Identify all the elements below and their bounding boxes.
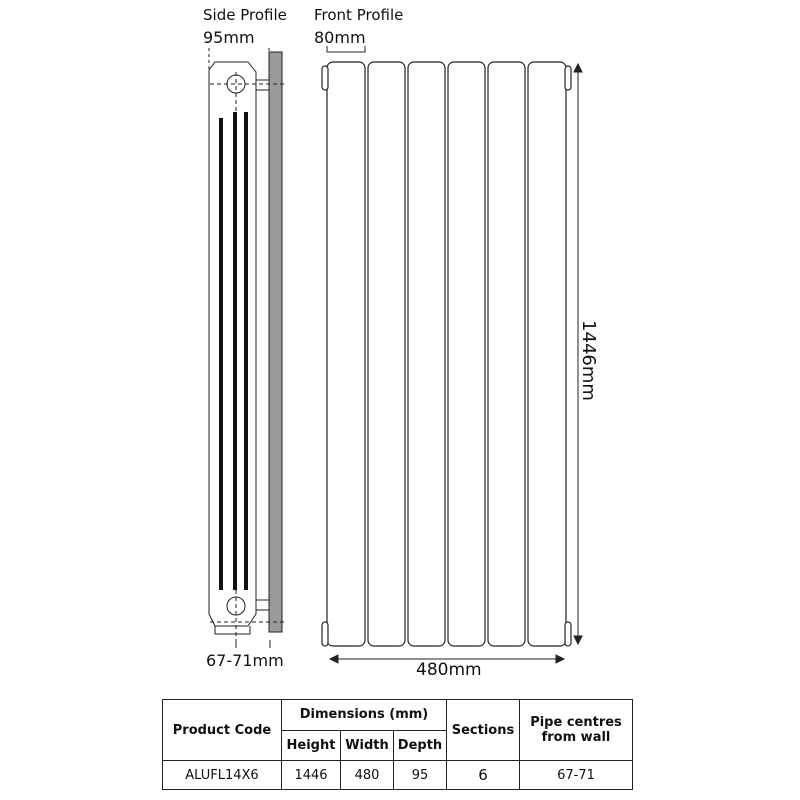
front-profile-title: Front Profile [314, 6, 404, 24]
side-fins [221, 112, 246, 590]
header-pipe-centres: Pipe centres from wall [520, 700, 633, 761]
width-arrow-left [330, 655, 338, 663]
side-profile-title: Side Profile [203, 6, 287, 24]
side-body-outline [209, 62, 256, 626]
bottom-bracket [256, 600, 269, 610]
pipe-centres-label: 67-71mm [206, 651, 284, 670]
cell-product-code: ALUFL14X6 [163, 761, 282, 790]
header-product-code: Product Code [163, 700, 282, 761]
cell-depth: 95 [394, 761, 447, 790]
cell-pipe-centres: 67-71 [520, 761, 633, 790]
width-arrow-right [556, 655, 564, 663]
header-width: Width [341, 730, 394, 761]
top-pipe-circle [227, 75, 245, 93]
header-height: Height [282, 730, 341, 761]
cap-bottom-left [322, 622, 328, 646]
cell-height: 1446 [282, 761, 341, 790]
cap-top-right [565, 66, 571, 90]
cell-sections: 6 [447, 761, 520, 790]
overall-width-label: 480mm [416, 660, 482, 680]
table-header-row [163, 700, 633, 731]
front-section-1 [327, 62, 365, 646]
side-depth-label: 95mm [203, 28, 255, 47]
specification-table [162, 699, 633, 790]
front-section-5 [488, 62, 525, 646]
height-arrow-bottom [574, 636, 582, 644]
front-section-3 [408, 62, 445, 646]
front-section-6 [528, 62, 566, 646]
front-section-4 [448, 62, 485, 646]
overall-height-label: 1446mm [577, 320, 599, 401]
section-width-label: 80mm [314, 28, 366, 47]
front-section-2 [368, 62, 405, 646]
table-row [163, 761, 633, 790]
cell-width: 480 [341, 761, 394, 790]
cap-top-left [322, 66, 328, 90]
top-bracket [256, 80, 269, 90]
header-depth: Depth [394, 730, 447, 761]
front-profile-drawing [322, 62, 571, 646]
header-sections: Sections [447, 700, 520, 761]
header-dimensions: Dimensions (mm) [282, 700, 447, 731]
cap-bottom-right [565, 622, 571, 646]
wall-plate [269, 52, 282, 632]
height-arrow-top [574, 64, 582, 72]
pipe-dimension-bracket [236, 640, 270, 648]
side-bottom-foot [215, 626, 250, 634]
